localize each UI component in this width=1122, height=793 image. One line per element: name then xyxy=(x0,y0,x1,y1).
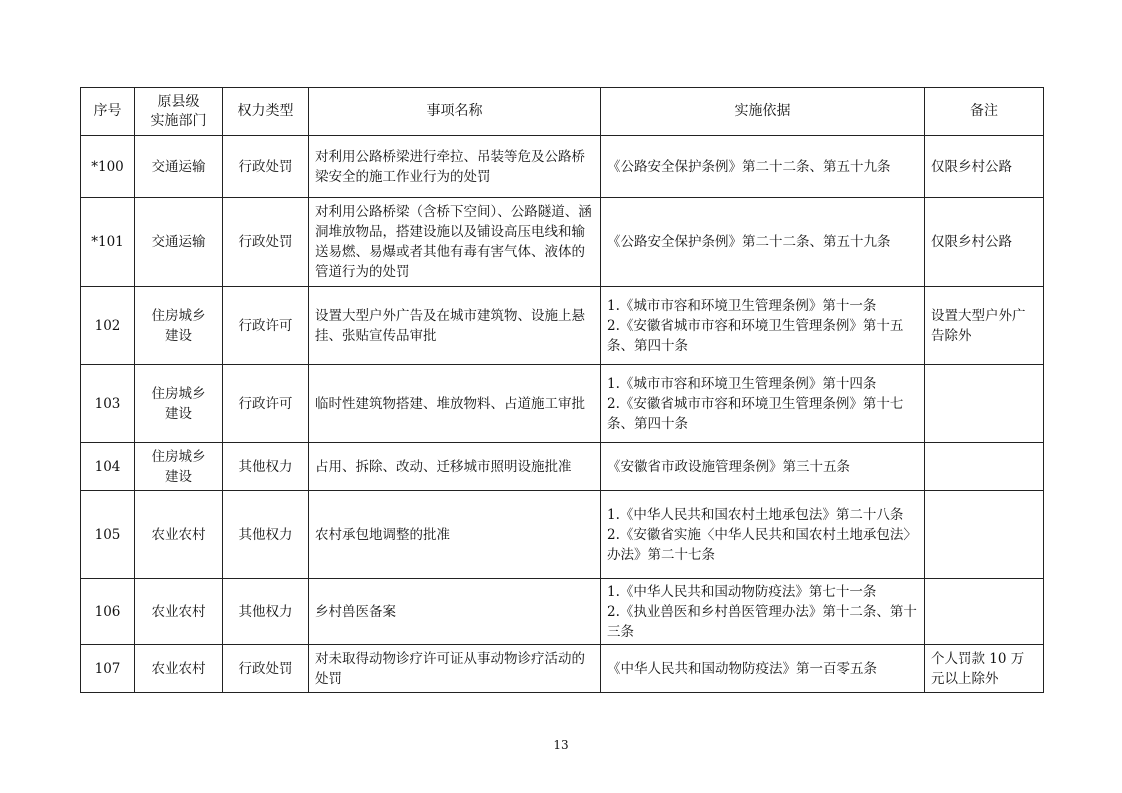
cell-power-type: 行政许可 xyxy=(223,365,309,443)
cell-power-type: 行政处罚 xyxy=(223,198,309,287)
table-row xyxy=(81,365,1044,443)
cell-item-name: 农村承包地调整的批准 xyxy=(309,491,601,579)
basis-line: 《安徽省市政设施管理条例》第三十五条 xyxy=(607,458,850,475)
cell-item-name: 对未取得动物诊疗许可证从事动物诊疗活动的处罚 xyxy=(309,645,601,693)
table-row xyxy=(81,287,1044,365)
basis-line: 2.《安徽省实施〈中华人民共和国农村土地承包法〉办法》第二十七条 xyxy=(607,526,917,563)
cell-remarks xyxy=(925,579,1044,645)
cell-serial-number: 106 xyxy=(81,579,135,645)
header-legal-basis: 实施依据 xyxy=(601,88,925,136)
cell-remarks xyxy=(925,443,1044,491)
basis-line: 1.《中华人民共和国动物防疫法》第七十一条 xyxy=(607,583,877,600)
cell-serial-number: *100 xyxy=(81,136,135,198)
cell-serial-number: 102 xyxy=(81,287,135,365)
cell-department: 住房城乡 建设 xyxy=(135,443,223,491)
cell-serial-number: 103 xyxy=(81,365,135,443)
header-power-type: 权力类型 xyxy=(223,88,309,136)
cell-serial-number: 104 xyxy=(81,443,135,491)
cell-legal-basis xyxy=(601,365,925,443)
table-row xyxy=(81,645,1044,693)
cell-remarks: 仅限乡村公路 xyxy=(925,136,1044,198)
cell-power-type: 行政处罚 xyxy=(223,136,309,198)
cell-power-type: 其他权力 xyxy=(223,579,309,645)
cell-remarks xyxy=(925,365,1044,443)
cell-department: 住房城乡 建设 xyxy=(135,365,223,443)
cell-remarks: 设置大型户外广告除外 xyxy=(925,287,1044,365)
basis-line: 1.《城市市容和环境卫生管理条例》第十四条 xyxy=(607,375,877,392)
cell-item-name: 对利用公路桥梁（含桥下空间）、公路隧道、涵洞堆放物品，搭建设施以及铺设高压电线和输送易燃、易爆或者其他有毒有害气体、液体的管道行为的处罚 xyxy=(309,198,601,287)
cell-legal-basis xyxy=(601,579,925,645)
cell-remarks: 个人罚款 10 万元以上除外 xyxy=(925,645,1044,693)
basis-line: 1.《城市市容和环境卫生管理条例》第十一条 xyxy=(607,297,877,314)
cell-power-type: 其他权力 xyxy=(223,491,309,579)
basis-line: 2.《安徽省城市市容和环境卫生管理条例》第十五条、第四十条 xyxy=(607,317,904,354)
cell-department: 农业农村 xyxy=(135,579,223,645)
cell-legal-basis xyxy=(601,443,925,491)
cell-power-type: 其他权力 xyxy=(223,443,309,491)
table-row xyxy=(81,491,1044,579)
cell-item-name: 对利用公路桥梁进行牵拉、吊装等危及公路桥梁安全的施工作业行为的处罚 xyxy=(309,136,601,198)
cell-legal-basis xyxy=(601,645,925,693)
basis-line: 《公路安全保护条例》第二十二条、第五十九条 xyxy=(607,158,891,175)
cell-legal-basis xyxy=(601,136,925,198)
cell-power-type: 行政处罚 xyxy=(223,645,309,693)
cell-legal-basis xyxy=(601,198,925,287)
header-original-department xyxy=(135,88,223,136)
cell-department: 农业农村 xyxy=(135,491,223,579)
cell-serial-number: 105 xyxy=(81,491,135,579)
cell-legal-basis xyxy=(601,491,925,579)
cell-item-name: 设置大型户外广告及在城市建筑物、设施上悬挂、张贴宣传品审批 xyxy=(309,287,601,365)
cell-legal-basis xyxy=(601,287,925,365)
cell-remarks: 仅限乡村公路 xyxy=(925,198,1044,287)
cell-power-type: 行政许可 xyxy=(223,287,309,365)
basis-line: 《中华人民共和国动物防疫法》第一百零五条 xyxy=(607,660,877,677)
basis-line: 2.《执业兽医和乡村兽医管理办法》第十二条、第十三条 xyxy=(607,603,917,640)
cell-serial-number: 107 xyxy=(81,645,135,693)
table-header-row xyxy=(81,88,1044,136)
header-remarks: 备注 xyxy=(925,88,1044,136)
table-row xyxy=(81,198,1044,287)
cell-department: 住房城乡 建设 xyxy=(135,287,223,365)
cell-item-name: 乡村兽医备案 xyxy=(309,579,601,645)
cell-serial-number: *101 xyxy=(81,198,135,287)
power-list-table xyxy=(80,87,1044,693)
cell-item-name: 临时性建筑物搭建、堆放物料、占道施工审批 xyxy=(309,365,601,443)
header-serial-number: 序号 xyxy=(81,88,135,136)
basis-line: 1.《中华人民共和国农村土地承包法》第二十八条 xyxy=(607,506,904,523)
cell-item-name: 占用、拆除、改动、迁移城市照明设施批准 xyxy=(309,443,601,491)
basis-line: 2.《安徽省城市市容和环境卫生管理条例》第十七条、第四十条 xyxy=(607,395,904,432)
table-row xyxy=(81,443,1044,491)
header-item-name: 事项名称 xyxy=(309,88,601,136)
basis-line: 《公路安全保护条例》第二十二条、第五十九条 xyxy=(607,234,891,250)
cell-department: 交通运输 xyxy=(135,136,223,198)
page-number: 13 xyxy=(553,738,569,752)
cell-department: 交通运输 xyxy=(135,198,223,287)
cell-department: 农业农村 xyxy=(135,645,223,693)
cell-remarks xyxy=(925,491,1044,579)
header-dept-line: 实施部门 xyxy=(150,112,207,129)
header-dept-line: 原县级 xyxy=(157,93,200,110)
table-row xyxy=(81,579,1044,645)
table-row xyxy=(81,136,1044,198)
